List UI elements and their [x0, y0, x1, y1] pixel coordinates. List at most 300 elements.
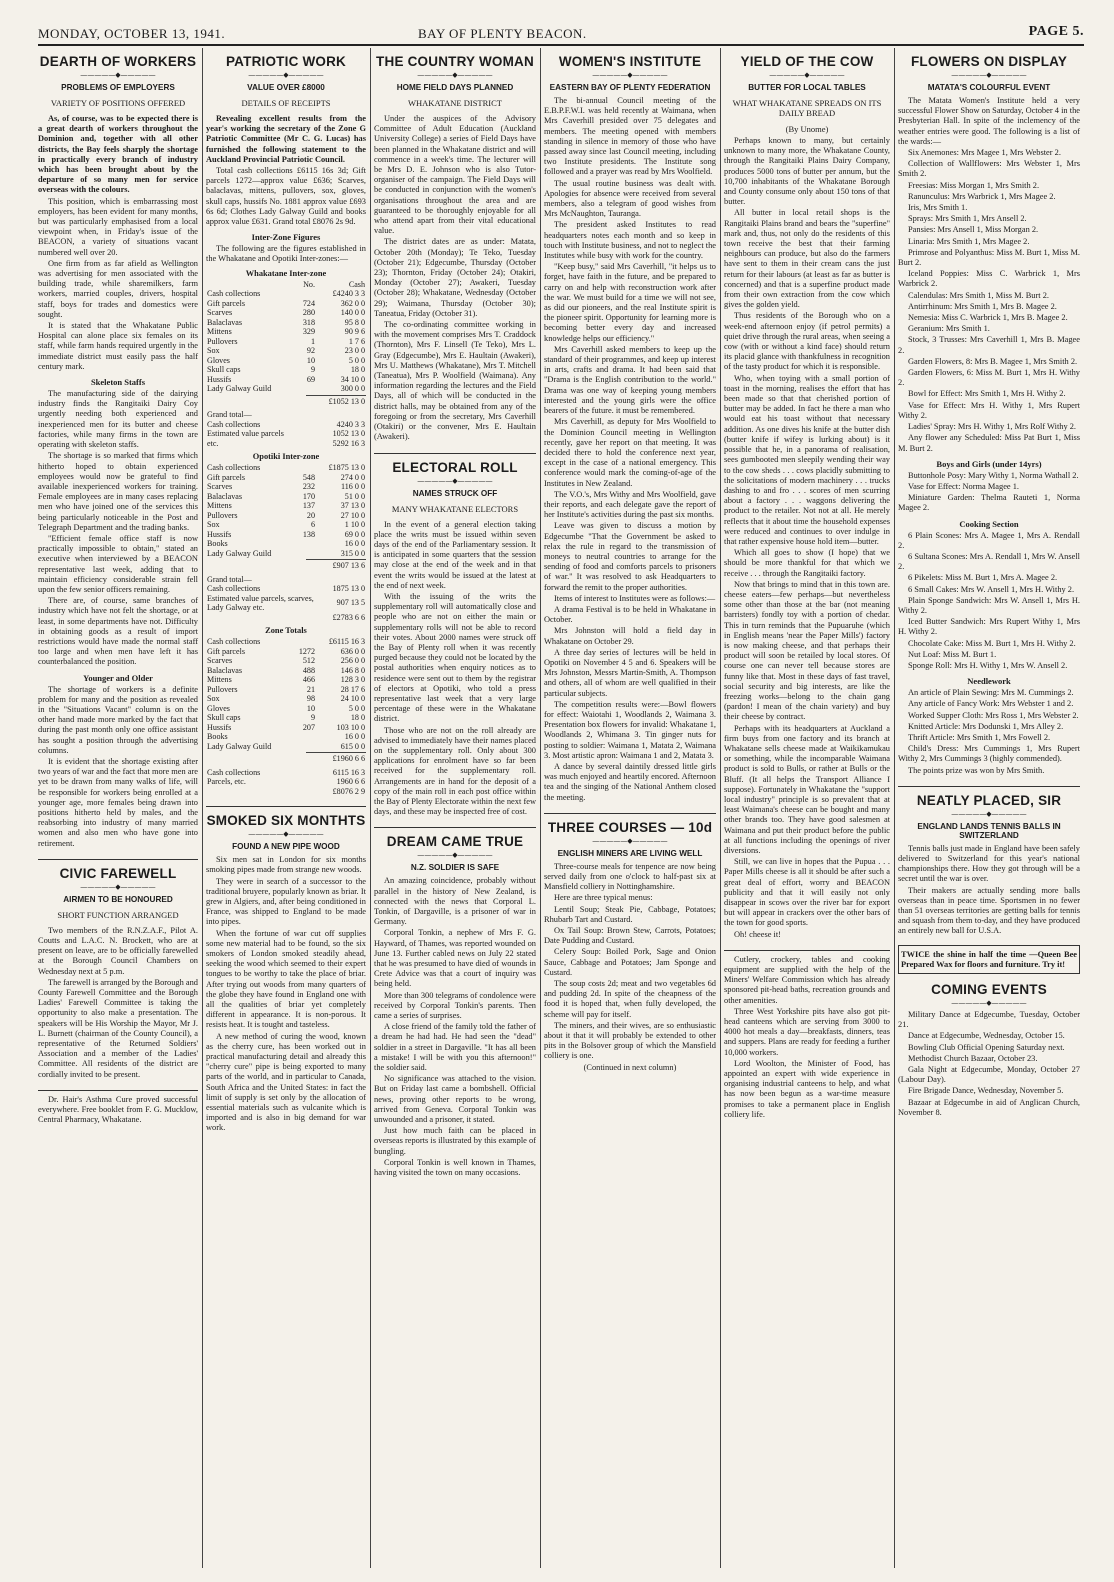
headline: DREAM CAME TRUE: [386, 834, 524, 850]
paragraph: Two members of the R.N.Z.A.F., Pilot A. Coutts and L.A.C. N. Brockett, who are at present on leave, are to be officially farewelled at the Borough Council Chambers on Wednesday next at 5 p.m.: [38, 925, 198, 976]
table-cell: 636 0 0: [340, 646, 365, 656]
table-cell: 140 0 0: [340, 308, 365, 318]
paragraph: Mrs Caverhill, as deputy for Mrs Woolfield to the Dominion Council meeting in Wellington recently, gave her report on that meeting. It was decided there to hold the conference next year, except in the case of a national emergency. This conference would mark the coming-of-age of the Institutes in New Zealand.: [544, 417, 716, 488]
column-1: [36, 48, 200, 1568]
sum-rule: [306, 559, 366, 560]
table-row: [206, 549, 366, 559]
paragraph: Thus residents of the Borough who on a week-end afternoon enjoy (if petrol permits) a quiet drive through the rural areas, when seeing a cow (with or without a kind face) should return its placid glance with thankfulness in recognition of the tasty product for which it is responsible.: [724, 311, 890, 372]
subheadline: BUTTER FOR LOCAL TABLES: [748, 83, 866, 92]
table-cell: Estimated value parcels, scarves, Lady Galway etc.: [207, 593, 314, 613]
table-cell: 18 0: [350, 365, 365, 375]
masthead: [38, 24, 1084, 44]
table-row: [206, 584, 366, 594]
table-total: [206, 561, 366, 571]
table-body: [206, 410, 366, 448]
column-6: [896, 48, 1082, 1568]
table-cell: Hussifs: [207, 722, 232, 732]
column-divider: [540, 48, 541, 1568]
table-cell: 28 17 6: [340, 684, 365, 694]
table-cell: £4240 3 3: [332, 289, 365, 299]
ornament-rule: —————◆—————: [417, 851, 493, 860]
article-separator: [38, 859, 198, 860]
masthead-rule: [38, 44, 1084, 46]
table-cell: Books: [207, 539, 228, 549]
paragraph: The farewell is arranged by the Borough and County Farewell Committee and the Borough Ladies' Farewell Committee is taking the opportunity to also make a presentation. The speakers will be His Worship the Mayor, Mr J. L. Burnett (chairman of the County Council), a representative of the Returned Soldiers' Association and a member of the Ladies' Committee. All residents of the district are cordially invited to be present.: [38, 977, 198, 1079]
paragraph: The district dates are as under: Matata, October 20th (Monday); Te Teko, Tuesday (October 21); Edgecumbe, Thursday (October 23); Thornton, Friday (October 24); Otakiri, Monday (October 27); Awakeri, Tuesday (October 28); Whakatane, Wednesday (October 29); Waimana, Thursday (October 30); Taneatua, Friday (October 31).: [374, 237, 536, 318]
ornament-rule: —————◆—————: [951, 809, 1027, 818]
table-cell: Books: [207, 732, 228, 742]
ornament-rule: —————◆—————: [592, 836, 668, 845]
table-row: [206, 337, 366, 347]
table-cell: etc.: [207, 438, 219, 448]
subheadline: MATATA'S COLOURFUL EVENT: [927, 83, 1051, 92]
paragraph: Thrift Article: Mrs Smith 1, Mrs Fowell 2.: [908, 732, 1051, 742]
table-row: [206, 694, 366, 704]
opotiki-table: [206, 463, 366, 558]
column-divider: [720, 48, 721, 1568]
table-row: [206, 365, 366, 375]
paragraph: The president asked Institutes to read headquarters notes each month and so keep in touch with Institute business, and not to neglect the Institutes while busy with work for the country.: [544, 220, 716, 261]
ornament-rule: —————◆—————: [248, 830, 324, 839]
table-total: [206, 397, 366, 407]
subheadline: VALUE OVER £8000: [247, 83, 325, 92]
table-cell: [286, 289, 316, 299]
article-separator: [206, 806, 366, 807]
paragraph: Ladies' Spray: Mrs H. Withy 1, Mrs Rolf Withy 2.: [908, 422, 1077, 432]
table-cell: Gift parcels: [207, 646, 245, 656]
table-row: [206, 511, 366, 521]
table-row: [206, 594, 366, 613]
paragraph: The usual routine business was dealt with. Apologies for absence were received from several members, also a telegram of good wishes from Mrs McNaughton, Tauranga.: [544, 178, 716, 219]
table-cell: [316, 410, 366, 420]
table-cell: 18 0: [350, 713, 365, 723]
paragraph: Chocolate Cake: Miss M. Burt 1, Mrs H. Withy 2.: [908, 638, 1076, 648]
table-row: [206, 787, 366, 797]
table-cell: Lady Galway Guild: [207, 384, 272, 394]
subheadline: DETAILS OF RECEIPTS: [241, 98, 331, 108]
table-row: [206, 439, 366, 449]
table-row: [206, 356, 366, 366]
article-separator: [374, 453, 536, 454]
headline: ELECTORAL ROLL: [392, 459, 518, 475]
paragraph: Cutlery, crockery, tables and cooking equipment are supplied with the help of the Miners' Welfare Commission which has already sponsored pit-head baths, recreation grounds and other amenities.: [724, 954, 890, 1005]
article-separator: [544, 813, 716, 814]
headline: SMOKED SIX MONTHTS: [206, 813, 366, 829]
advertisement-box: [898, 945, 1080, 974]
table-cell: 512: [302, 656, 315, 666]
headline: DEARTH OF WORKERS: [39, 54, 197, 69]
sum-rule: [306, 752, 366, 753]
paragraph: Child's Dress: Mrs Cummings 1, Mrs Rupert Withy 2, Mrs Cummings 3 (highly commended).: [898, 744, 1080, 764]
paragraph: The shortage of workers is a definite problem for many and the position as revealed in the "Situations Vacant" column is on the other hand made more marked by the fact that during the past month only one office assistant has sought a position through the advertising columns.: [38, 684, 198, 755]
paragraph: Mrs Johnston will hold a field day in Whakatane on October 29.: [544, 626, 716, 646]
table-row: [206, 732, 366, 742]
paragraph: Which all goes to show (I hope) that we should be more thankful for that which we receive . . . through the Rangitaiki factory.: [724, 548, 890, 578]
headline: FLOWERS ON DISPLAY: [910, 54, 1068, 69]
column-5: [722, 48, 892, 1568]
table-cell: 300 0 0: [340, 384, 365, 394]
table-title: Opotiki Inter-zone: [252, 452, 320, 462]
table-cell: Grand total—: [207, 574, 252, 584]
headline: CIVIC FAREWELL: [59, 865, 177, 881]
table-cell: Gift parcels: [207, 298, 245, 308]
table-row: [206, 429, 366, 439]
paragraph: Corporal Tonkin is well known in Thames, having visited the town on many occasions.: [374, 1157, 536, 1178]
paragraph: "Efficient female office staff is now practically impossible to obtain," stated an executive when interviewed by a BEACON representative last week, adding that to maintain efficiency considerable strain fell upon the few senior officers remaining.: [38, 533, 198, 594]
ornament-rule: —————◆—————: [417, 476, 493, 485]
issue-date: MONDAY, OCTOBER 13, 1941.: [38, 26, 226, 41]
article-body: [898, 96, 1080, 454]
article-body: [898, 531, 1080, 672]
ornament-rule: —————◆—————: [417, 71, 493, 79]
paragraph: Total cash collections £6115 16s 3d; Gift parcels 1272—approx value £636; Scarves, balaclavas, mittens, pullovers, sox, gloves, skull caps, hussifs No. 1881 approx value £693 6s 6d; Clothes Lady Galway Guild and books approx value £631. Grand total £8076 2s 9d.: [206, 166, 366, 227]
table-row: [206, 613, 366, 623]
paragraph: A three day series of lectures will be held in Opotiki on November 4 5 and 6. Speakers will be Mrs Johnston, Messrs Martin-Smith, A. Thompson and others, all of whom are well qualified in their particular subjects.: [544, 647, 716, 698]
article-separator: [898, 786, 1080, 787]
paragraph: Mrs Caverhill asked members to keep up the standard of their programmes, and keep up interest in arts, crafts and drama. It had been said that "Drama is the English contribution to the world." Drama was one way of keeping young members interested and the young girls were the office bearers of the future. it must be remembered.: [544, 344, 716, 416]
paragraph: Vase for Effect: Mrs H. Withy 1, Mrs Rupert Withy 2.: [898, 400, 1080, 420]
paragraph: Gala Night at Edgecumbe, Monday, October 27 (Labour Day).: [898, 1065, 1080, 1085]
paragraph: Bowl for Effect: Mrs Smith 1, Mrs H. Withy 2.: [908, 389, 1066, 399]
paragraph: Sprays: Mrs Smith 1, Mrs Ansell 2.: [908, 214, 1027, 224]
column-divider: [370, 48, 371, 1568]
table-cell: Skull caps: [207, 713, 241, 723]
headline: WOMEN'S INSTITUTE: [558, 54, 702, 69]
table-row: [206, 327, 366, 337]
table-title: Whakatane Inter-zone: [245, 268, 327, 278]
table-cell: [206, 613, 316, 623]
table-header: Cash: [348, 279, 365, 289]
subheadline: MANY WHAKATANE ELECTORS: [391, 503, 519, 514]
table-cell: Sox: [207, 346, 220, 356]
paragraph: The points prize was won by Mrs Smith.: [908, 765, 1045, 775]
paragraph: They were in search of a successor to the traditional bruyere, popularly known as briar. It grew in Algiers, and, after being conditioned in France, was shipped to England to be made into pipes.: [206, 876, 366, 927]
table-cell: Lady Galway Guild: [207, 548, 272, 558]
paragraph: Stock, 3 Trusses: Mrs Caverhill 1, Mrs B. Magee 2.: [898, 335, 1080, 355]
paragraph: Geranium: Mrs Smith 1.: [908, 324, 990, 334]
article-separator: [374, 827, 536, 828]
paragraph: No significance was attached to the vision. But on Friday last came a bombshell. Official news, proving other reports to be wrong, arrived from Geneva. Corporal Tonkin was unwounded and a prisoner, it stated.: [374, 1074, 536, 1125]
paragraph: Garden Flowers, 6: Miss M. Burt 1, Mrs H. Withy 2.: [898, 368, 1080, 388]
grand-total-table: [206, 768, 366, 797]
table-row: [206, 704, 366, 714]
subheadline: EASTERN BAY OF PLENTY FEDERATION: [549, 83, 711, 92]
paragraph: Nemesia: Miss C. Warbrick 1, Mrs B. Magee 2.: [908, 313, 1068, 323]
paragraph: Dance at Edgecumbe, Wednesday, October 15.: [908, 1031, 1065, 1041]
paragraph: Now that brings to mind that in this town are. cheese eaters—few perhaps—but nevertheless some other than those at the bar (not meaning barristers) fondly toy with a portion of chedar. This in turn reminds that the Pupuaruhe (which in English means 'near the Paper Mills') factory is now making cheese, and that perhaps their product will soon be retailed by local stores. Of course one can never tell because stores are funny like that. Most in these days of fast travel, social security and big interests, are like the freezing works—belong to the chain gang (pardon! I mean of the chain variety) and buy their cheese by contract.: [724, 579, 890, 722]
table-cell: 137: [302, 501, 315, 511]
table-cell: 27 10 0: [340, 510, 365, 520]
table-row: [206, 420, 366, 430]
paragraph: Three-course meals for tenpence are now being served daily from one o'clock to half-past six at Mansfield colliery in Nottinghamshire.: [544, 861, 716, 892]
table-cell: 1272: [298, 646, 315, 656]
headline: THREE COURSES — 10d: [547, 819, 713, 835]
column-divider: [894, 48, 895, 1568]
table-cell: £2783 6 6: [332, 612, 365, 622]
subheadline: VARIETY OF POSITIONS OFFERED: [50, 98, 186, 108]
table-row: [206, 308, 366, 318]
table-cell: 907 13 5: [336, 598, 365, 608]
table-row: [206, 742, 366, 752]
paragraph: It is stated that the Whakatane Public Hospital can alone place six females on its staff, while farm hands required urgently in the immediate district must easily pass the half century mark.: [38, 321, 198, 371]
table-cell: Skull caps: [207, 365, 241, 375]
table-cell: Mittens: [207, 327, 232, 337]
column-divider: [202, 48, 203, 1568]
paragraph: Collection of Wallflowers: Mrs Webster 1, Mrs Smith 2.: [898, 159, 1080, 179]
whakatane-table: [206, 280, 366, 394]
table-cell: Scarves: [207, 482, 233, 492]
table-row: [206, 397, 366, 407]
subheadline: ENGLISH MINERS ARE LIVING WELL: [557, 848, 703, 858]
table-row: [206, 501, 366, 511]
paragraph: Leave was given to discuss a motion by Edgecumbe "That the Government be asked to relax the rule in regard to the transmission of moneys to neutral countries to arrange for the sending of food and comforts parcels to prisoners of war." It was resolved to ask Headquarters to forward the remit to the proper authorities.: [544, 521, 716, 592]
paragraph: Any article of Fancy Work: Mrs Webster 1 and 2.: [908, 699, 1074, 709]
table-cell: Grand total—: [207, 410, 252, 420]
table-cell: 207: [302, 722, 315, 732]
paragraph: Ranunculus: Mrs Warbrick 1, Mrs Magee 2.: [908, 191, 1056, 201]
paragraph: The manufacturing side of the dairying industry finds the Rangitaiki Dairy Coy urgently needing both experienced and inexperienced men for its butter and cheese factories, while many firms in the town are operating with skeleton staffs.: [38, 389, 198, 450]
table-cell: 90 9 6: [344, 327, 365, 337]
table-row: [206, 346, 366, 356]
table-header: No.: [303, 279, 315, 289]
paragraph: Tennis balls just made in England have been safely delivered to Switzerland for this year's national championships there. How they got through will be a secret until the war is over.: [898, 843, 1080, 884]
paragraph: In the event of a general election taking place the writs must be issued within seven days of the end of the Parliamentary session. It is anticipated in some quarters that the session may close at the end of the week and in that event the writs would be issued at the latest at the end of next week.: [374, 519, 536, 590]
table-body: [206, 463, 366, 558]
continued-note: (Continued in next column): [583, 1062, 677, 1072]
headline: PATRIOTIC WORK: [225, 54, 347, 69]
paragraph: The following are the figures established in the Whakatane and Opotiki Inter-zones:—: [206, 244, 366, 264]
paragraph: The co-ordinating committee working in with the movement comprises Mrs T. Craddock (Thornton), Mrs F. Linsell (Te Teko), Mrs L. Gray (Edgecumbe), Mrs E. Haultain (Awakeri), Mrs U. Matthews (Whakatane), Mrs T. Mitchell (Taneatua), Mrs P. Woolfield (Waimana). Any information regarding the lectures and the Field Days, all of which will be conducted in the district halls, may be obtained from any of the foregoing or from the secretary, Mrs Caverhill (Otakiri) or the convener, Mrs E. Haultain (Awakeri).: [374, 320, 536, 442]
paragraph: Pansies: Mrs Ansell 1, Miss Morgan 2.: [908, 225, 1039, 235]
paragraph: The competition results were:—Bowl flowers for effect: Waiotahi 1, Woodlands 2, Waimana 3. Presentation box flowers for invalid: Whakatane 1, Woodlands 2, Whimana 3. Tin ginger nuts for posting to soldier: Waimana 1, Matata 2, Waimana 3. Most artistic apron: Waimana 1 and 2, Matata 3.: [544, 699, 716, 760]
table-body: [206, 575, 366, 623]
article-body: [898, 1010, 1080, 1118]
paragraph: An amazing coincidence, probably without parallel in the history of New Zealand, is connected with the news that Corporal L. Tonkin, of Dargaville, is a prisoner of war in Germany.: [374, 876, 536, 927]
table-cell: £1052 13 0: [328, 396, 365, 406]
table-row: [206, 575, 366, 585]
ornament-rule: —————◆—————: [951, 999, 1027, 1008]
table-row: [206, 656, 366, 666]
paragraph: Who, when toying with a small portion of toast in the morning, realises the effort that has been made so that that cherished portion of butter may be added. In fact he there a man who would eat his toast without that necessary addition. As one dives his knife at the butter dish (butter knife if wifey is lurking about) is it possible that he, in a panorama of realisation, sees gumbooted men sleepily wending their way to the cow sheds . . . cows placidly submitting to the solicitations of modern machinery . . . trucks dashing to and fro . . . scores of men scurring about a factory . . . waggons delivering the product to the retailer. Not not at all. He merely reflects that it about time the household expenses were reduced and continues to over indulge in that rather expensive house hold item—butter.: [724, 373, 890, 546]
paragraph: Fire Brigade Dance, Wednesday, November 5.: [908, 1086, 1064, 1096]
table-cell: 315 0 0: [340, 548, 365, 558]
byline: (By Unome): [785, 124, 829, 134]
article-body: [724, 955, 890, 1120]
table-cell: Pullovers: [207, 510, 238, 520]
table-cell: 138: [302, 529, 315, 539]
table-row: [206, 375, 366, 385]
table-cell: [316, 575, 366, 585]
lead-paragraph: Revealing excellent results from the year's working the secretary of the Zone G Patriotic Committee (Mr C. G. Lucas) has furnished the following statement to the Auckland Provincial Patriotic Council.: [206, 114, 366, 164]
paragraph: When the fortune of war cut off supplies some new material had to be found, so the six smokers of London smoked steadily ahead, seeking the wood which seemed to their expert tongues to be worthy to take the place of briar. After trying out woods from many quarters of the globe they have found in England one with all the qualities of briar yet completely different in appearance. It is non-porous. It resists heat. It is tought and tasteless.: [206, 928, 366, 1030]
table-cell: [286, 549, 316, 559]
paragraph: With the issuing of the writs the supplementary roll will automatically close and people who are not on either the main or supplementary rolls will not be able to record their votes. About 2000 names were struck off the Bay of Plenty roll when it was recently purged because they could not be located by the postal authorities when enquiry notices as to residence were sent out to them by the registrar of electors at Opotiki, who told a press representative last week that a very large percentage of these were in the Whakatane district.: [374, 591, 536, 724]
table-cell: Balaclavas: [207, 491, 243, 501]
paragraph: Plain Sponge Sandwich: Mrs W. Ansell 1, Mrs H. Withy 2.: [898, 595, 1080, 615]
paragraph: All butter in local retail shops is the Rangitaiki Plains brand and bears the "superfine" mark and, thus, not only do the residents of this town receive the best that their farming neighbours can produce, but also do the farmers have sent to them in their cream cans the just return for their labours (at least as far as butter is concerned) and that is a superfine product made from their own extraction from the cow which gives the golden yield.: [724, 208, 890, 310]
paragraph: Sponge Roll: Mrs H. Withy 1, Mrs W. Ansell 2.: [908, 660, 1068, 670]
table-cell: £1875 13 0: [328, 463, 365, 473]
table-cell: 6: [310, 520, 315, 530]
paragraph: Methodist Church Bazaar, October 23.: [908, 1053, 1038, 1063]
table-cell: Estimated value parcels: [207, 429, 284, 439]
paragraph: 6 Plain Scones: Mrs A. Magee 1, Mrs A. Rendall 2.: [898, 530, 1080, 550]
paragraph: 6 Pikelets: Miss M. Burt 1, Mrs A. Magee 2.: [908, 573, 1058, 583]
subheadline: N.Z. SOLDIER IS SAFE: [410, 863, 500, 873]
subheadline: WHAT WHAKATANE SPREADS ON ITS DAILY BREAD: [732, 98, 882, 118]
article-body: [544, 862, 716, 1062]
table-cell: 232: [302, 482, 315, 492]
table-body: [206, 637, 366, 751]
table-cell: £907 13 6: [332, 561, 365, 571]
table-row: [206, 539, 366, 549]
table-cell: 362 0 0: [340, 298, 365, 308]
lead-paragraph: As, of course, was to be expected there is a great dearth of workers throughout the Dominion and, together with all other districts, the Bay feels sharply the shortage in practically every branch of industry which has been brought about by the departure of so many men for service overseas with the colours.: [38, 114, 198, 195]
table-row: [206, 492, 366, 502]
table-cell: 16 0 0: [344, 732, 365, 742]
paragraph: Freesias: Miss Morgan 1, Mrs Smith 2.: [908, 180, 1040, 190]
headline: YIELD OF THE COW: [740, 54, 874, 69]
table-row: [206, 473, 366, 483]
table-cell: Cash collections: [207, 419, 261, 429]
ornament-rule: —————◆—————: [248, 71, 324, 79]
paragraph: Worked Supper Cloth: Mrs Ross 1, Mrs Webster 2.: [908, 710, 1079, 720]
table-header-row: [206, 280, 366, 290]
advertisement: Dr. Hair's Asthma Cure proved successful everywhere. Free booklet from F. G. Mucklow, Central Pharmacy, Whakatane.: [38, 1094, 198, 1125]
paragraph: Buttonhole Posy: Mary Withy 1, Norma Wathall 2.: [908, 470, 1079, 480]
table-cell: 23 0 0: [344, 346, 365, 356]
table-row: [206, 318, 366, 328]
table-row: [206, 768, 366, 778]
table-cell: £1960 6 6: [332, 754, 365, 764]
ornament-rule: —————◆—————: [951, 71, 1027, 79]
table-cell: [286, 732, 316, 742]
paragraph: A dance by several daintily dressed little girls was much enjoyed and heartily encored. Afternoon tea and the singing of the National Anthem closed the meeting.: [544, 762, 716, 802]
table-cell: 1875 13 0: [332, 584, 365, 594]
crosshead: Inter-Zone Figures: [251, 232, 321, 243]
headline: THE COUNTRY WOMAN: [376, 54, 534, 69]
zone-totals-table: [206, 637, 366, 751]
page-number: PAGE 5.: [1028, 24, 1084, 39]
headline: NEATLY PLACED, SIR: [916, 792, 1062, 808]
table-cell: Cash collections: [207, 584, 261, 594]
table-cell: [206, 787, 316, 797]
table-cell: 37 13 0: [340, 501, 365, 511]
crosshead: Needlework: [967, 676, 1011, 687]
table-row: [206, 777, 366, 787]
grand-total-table: [206, 410, 366, 448]
table-cell: Hussifs: [207, 374, 232, 384]
paragraph: More than 300 telegrams of condolence were received by Corporal Tonkin's parents. Then came a series of surprises.: [374, 990, 536, 1021]
table-cell: 34 10 0: [340, 374, 365, 384]
crosshead: Boys and Girls (under 14yrs): [936, 458, 1042, 469]
paragraph: Garden Flowers, 8: Mrs B. Magee 1, Mrs Smith 2.: [908, 356, 1078, 366]
table-row: [206, 561, 366, 571]
table-row: [206, 530, 366, 540]
headline: COMING EVENTS: [931, 982, 1047, 998]
table-cell: 170: [302, 491, 315, 501]
table-row: [206, 299, 366, 309]
paragraph: Perhaps known to many, but certainly unknown to many more, the Whakatane County, through the Rangitaiki Plains Dairy Company, produces 5000 tons of butter per annum, but the 10,700 inhabitants of the Whakatane Borough and County consume only about 150 tons of that butter.: [724, 136, 890, 207]
paragraph: Primrose and Polyanthus: Miss M. Burt 1, Miss M. Burt 2.: [898, 247, 1080, 268]
table-cell: 724: [302, 298, 315, 308]
paragraph: Antirrhinum: Mrs Smith 1, Mrs B. Magee 2.: [908, 301, 1057, 311]
subheadline: SHORT FUNCTION ARRANGED: [57, 909, 179, 920]
table-cell: 10: [306, 703, 315, 713]
table-cell: Balaclavas: [207, 665, 243, 675]
subheadline: WHAKATANE DISTRICT: [408, 98, 502, 108]
table-cell: 51 0 0: [344, 491, 365, 501]
table-cell: Cash collections: [207, 289, 261, 299]
column-3: [372, 48, 538, 1568]
table-cell: 9: [310, 713, 315, 723]
table-cell: 92: [306, 346, 315, 356]
table-cell: Hussifs: [207, 529, 232, 539]
subheadline: HOME FIELD DAYS PLANNED: [396, 83, 514, 92]
table-cell: 6115 16 3: [332, 767, 365, 777]
paragraph: Six Anemones: Mrs Magee 1, Mrs Webster 2.: [908, 148, 1061, 158]
paragraph: An article of Plain Sewing: Mrs M. Cummings 2.: [908, 688, 1074, 698]
table-cell: 1052 13 0: [332, 429, 365, 439]
table-cell: 4240 3 3: [336, 419, 365, 429]
table-cell: 280: [302, 308, 315, 318]
paragraph: A new method of curing the wood, known as the cherry cure, has been worked out in practical manufacturing detail and already this "cherry cure" pipe is being exported to many parts of the world, and in particular to Canada, South Africa and the United States: in fact the limit of supply is set only by the allocation of essential materials such as vulcanite which is imported and is also in big demand for war work.: [206, 1031, 366, 1133]
paragraph: Oh! cheese it!: [734, 929, 781, 939]
table-cell: 256 0 0: [340, 656, 365, 666]
table-cell: Cash collections: [207, 637, 261, 647]
paragraph: The Matata Women's Institute held a very successful Flower Show on Saturday, October 4 in the Presbyterian Hall. In spite of the inclemency of the weather entries were good. The following is a list of the wards:—: [898, 96, 1080, 146]
subheadline: AIRMEN TO BE HONOURED: [63, 894, 173, 904]
paragraph: Vase for Effect: Norma Magee 1.: [908, 481, 1019, 491]
paragraph: A close friend of the family told the father of a dream he had had. He had seen the "dead" soldier in a street in Dargaville. "It has all been a mistake! I will be with you this afternoon!" the soldier said.: [374, 1022, 536, 1073]
paragraph: Perhaps with its headquarters at Auckland a firm buys from one factory and its branch at Whakatane sells cheese made at Waikikamukau or something, while the incomparable Waimana product is sold to Bulls, or rather at Bulls or the Bluff. (It all helps the Transport Alliance I suppose). Fortunately in Whakatane the "support local industry" principle is so prevalent that at least Waimana's cheese can be bought and many other brands too. They have good salesmen at Waimana and put their product before the public at all functions including the openings of river diversions.: [724, 723, 890, 856]
paragraph: The V.O.'s, Mrs Withy and Mrs Woolfield, gave their reports, and each delegate gave the report of her Institute's activities during the past six months.: [544, 489, 716, 520]
table-row: [206, 463, 366, 473]
paragraph: Miniature Garden: Thelma Rauteti 1, Norma Magee 2.: [898, 493, 1080, 513]
table-cell: [286, 742, 316, 752]
paragraph: Iced Butter Sandwich: Mrs Rupert Withy 1, Mrs H. Withy 2.: [898, 617, 1080, 637]
paragraph: Any flower any Scheduled: Miss Pat Burt 1, Miss M. Burt 2.: [898, 433, 1080, 453]
table-cell: [286, 384, 316, 394]
paragraph: Three West Yorkshire pits have also got pit-head canteens which are serving from 3000 to 4000 hot meals a day—breakfasts, dinners, teas and suppers. Plans are ready for feeding a further 10,000 workers.: [724, 1006, 890, 1057]
paragraph: A drama Festival is to be held in Whakatane in October.: [544, 604, 716, 625]
table-cell: Scarves: [207, 308, 233, 318]
paragraph: Military Dance at Edgecumbe, Tuesday, October 21.: [898, 1010, 1080, 1030]
table-cell: Cash collections: [207, 463, 261, 473]
table-cell: [286, 539, 316, 549]
table-cell: 98: [306, 694, 315, 704]
table-cell: 21: [306, 684, 315, 694]
table-cell: [286, 637, 316, 647]
paragraph: Ox Tail Soup: Brown Stew, Carrots, Potatoes; Date Pudding and Custard.: [544, 926, 716, 946]
paragraph: Items of interest to Institutes were as follows:—: [554, 593, 716, 603]
crosshead: Younger and Older: [83, 672, 153, 683]
ornament-rule: —————◆—————: [80, 882, 156, 891]
table-cell: Gift parcels: [207, 472, 245, 482]
table-cell: 488: [302, 665, 315, 675]
paragraph: Under the auspices of the Advisory Committee of Adult Education (Auckland University College) a series of Field Days have been planned in the Whakatane district and will commence in a week's time. The lecturer will be Mrs D. E. Johnson who is also Tutor-organiser of the campaign. The Field Days will be conducted in conjunction with the women's organisations throughout the area and are guaranteed to be thoroughly enjoyable for all who attend apart from their vital educational value.: [374, 114, 536, 236]
table-row: [206, 410, 366, 420]
table-row: [206, 482, 366, 492]
table-cell: 5 0 0: [348, 355, 365, 365]
article-body: [724, 136, 890, 940]
paragraph: It is evident that the shortage existing after two years of war and the fact that more men are yet to be drawn from many walks of life, will be responsible for workers being enrolled at a younger age, more females being drawn into positions hitherto held by males, and the reabsorbing into industry of many married women and also men who have gone into retirement.: [38, 756, 198, 848]
paragraph: Their makers are actually sending more balls overseas than in peace time. Sportsmen in no fewer than 51 overseas territories are getting balls for tennis and squash from them to-day, and they have produced an entirely new ball for U.S.A.: [898, 885, 1080, 936]
article-body: [544, 96, 716, 803]
table-cell: 274 0 0: [340, 472, 365, 482]
table-cell: 20: [306, 510, 315, 520]
table-row: [206, 723, 366, 733]
